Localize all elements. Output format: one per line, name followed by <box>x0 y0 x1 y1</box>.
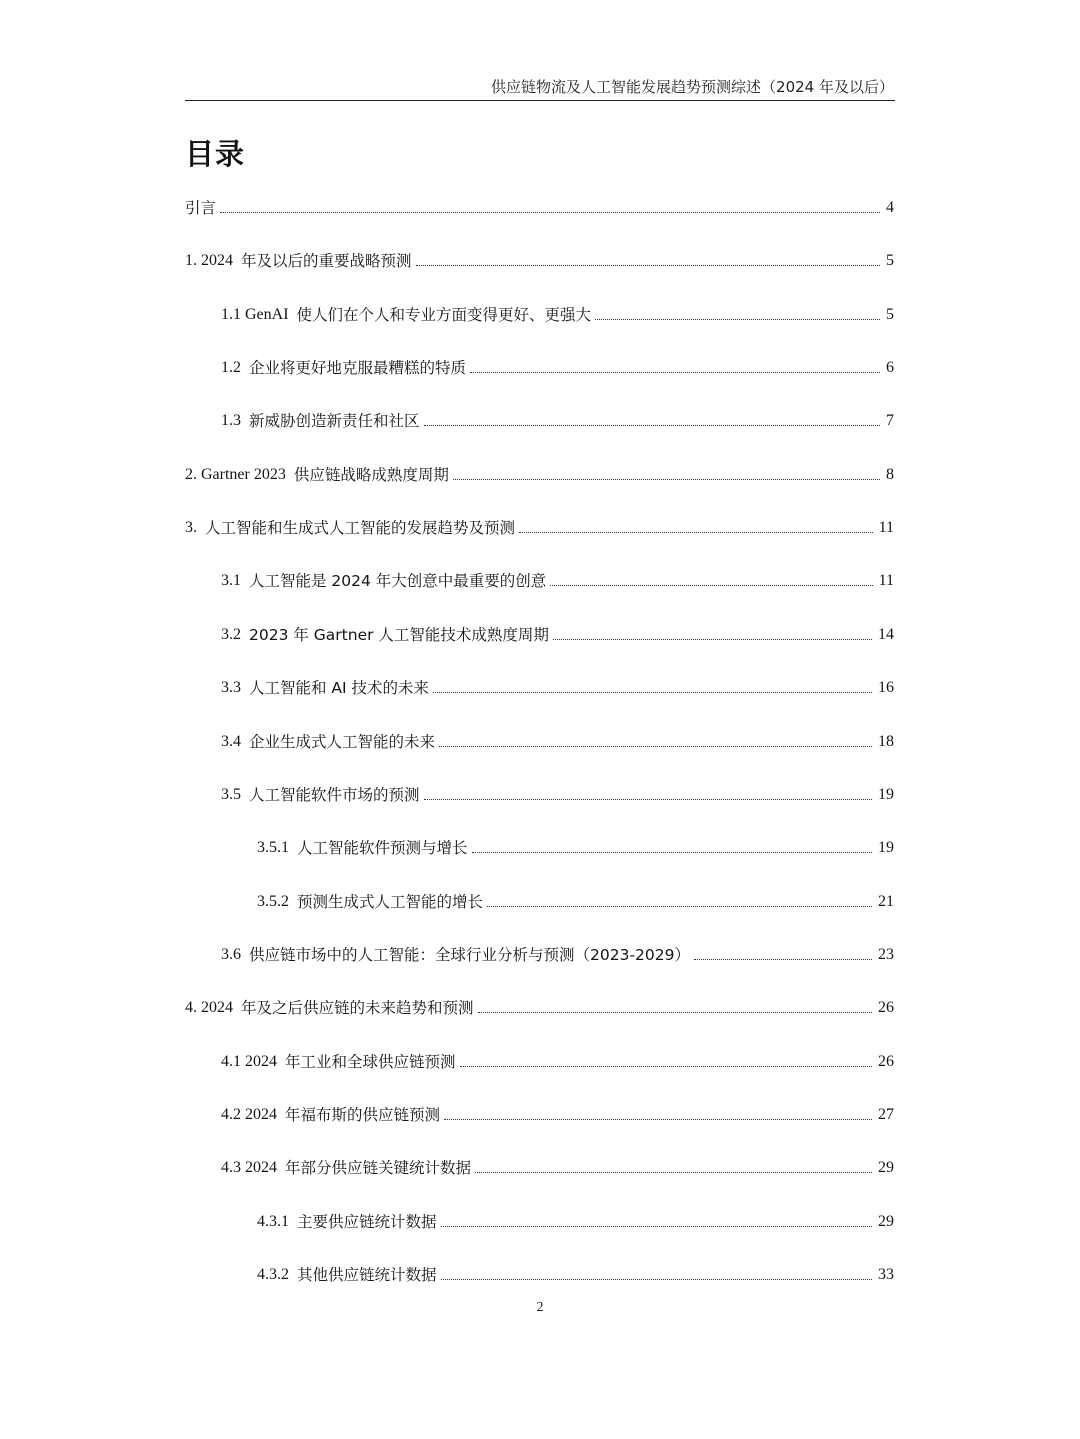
toc-entry[interactable] <box>221 1046 894 1072</box>
header-divider <box>185 100 895 101</box>
toc-dot-leader <box>433 692 872 693</box>
toc-dot-leader <box>441 1279 872 1280</box>
toc-entry-page: 8 <box>886 466 894 483</box>
toc-entry-title: 人工智能和生成式人工智能的发展趋势及预测 <box>205 519 516 537</box>
toc-entry-number: 4.2 2024 <box>221 1106 277 1123</box>
toc-entry-number: 3.5.1 <box>257 839 289 856</box>
toc-entry-number: 1.3 <box>221 412 241 429</box>
toc-entry[interactable] <box>185 512 894 538</box>
toc-entry-title: 主要供应链统计数据 <box>297 1213 437 1231</box>
toc-entry-page: 29 <box>878 1159 894 1176</box>
toc-entry-title: 年及之后供应链的未来趋势和预测 <box>241 999 474 1017</box>
toc-dot-leader <box>478 1012 872 1013</box>
toc-entry[interactable] <box>221 672 894 698</box>
toc-entry-title: 供应链市场中的人工智能：全球行业分析与预测（2023-2029） <box>249 946 690 964</box>
toc-dot-leader <box>424 425 880 426</box>
toc-entry-number: 3.4 <box>221 733 241 750</box>
toc-entry-page: 4 <box>886 199 894 216</box>
toc-dot-leader <box>472 852 872 853</box>
toc-entry[interactable] <box>221 565 894 591</box>
toc-entry[interactable] <box>185 192 894 218</box>
toc-dot-leader <box>416 265 880 266</box>
toc-entry-page: 11 <box>878 572 894 589</box>
toc-entry[interactable] <box>221 352 894 378</box>
page-number: 2 <box>536 1300 544 1315</box>
toc-dot-leader <box>441 1226 872 1227</box>
toc-dot-leader <box>453 479 880 480</box>
toc-entry-number: 3.2 <box>221 626 241 643</box>
toc-entry-number: 3.6 <box>221 946 241 963</box>
toc-entry-number: 3.3 <box>221 679 241 696</box>
toc-entry-title: 人工智能软件市场的预测 <box>249 786 420 804</box>
toc-entry-page: 33 <box>878 1266 894 1283</box>
toc-entry-title: 其他供应链统计数据 <box>297 1266 437 1284</box>
toc-entry[interactable] <box>221 779 894 805</box>
toc-entry[interactable] <box>257 832 894 858</box>
toc-entry-page: 27 <box>878 1106 894 1123</box>
toc-dot-leader <box>519 532 873 533</box>
toc-entry-title: 预测生成式人工智能的增长 <box>297 893 484 911</box>
toc-dot-leader <box>553 639 872 640</box>
toc-dot-leader <box>475 1172 872 1173</box>
toc-entry-title: 年部分供应链关键统计数据 <box>285 1159 472 1177</box>
toc-entry-page: 7 <box>886 412 894 429</box>
toc-entry-page: 16 <box>878 679 894 696</box>
toc-dot-leader <box>220 212 880 213</box>
toc-entry-title: 引言 <box>185 199 217 217</box>
toc-heading: 目录 <box>185 137 246 171</box>
toc-dot-leader <box>444 1119 872 1120</box>
toc-entry-title: 使人们在个人和专业方面变得更好、更强大 <box>296 306 592 324</box>
toc-entry-title: 人工智能软件预测与增长 <box>297 839 468 857</box>
toc-dot-leader <box>424 799 872 800</box>
toc-entry[interactable] <box>185 245 894 271</box>
toc-entry-title: 新威胁创造新责任和社区 <box>249 412 420 430</box>
toc-entry-number: 3.5 <box>221 786 241 803</box>
toc-entry-title: 2023 年 Gartner 人工智能技术成熟度周期 <box>249 626 549 644</box>
toc-entry-title: 年福布斯的供应链预测 <box>285 1106 441 1124</box>
toc-entry-page: 26 <box>878 999 894 1016</box>
toc-entry-number: 4.1 2024 <box>221 1053 277 1070</box>
toc-entry-page: 21 <box>878 893 894 910</box>
toc-entry-title: 人工智能是 2024 年大创意中最重要的创意 <box>249 572 547 590</box>
toc-entry[interactable] <box>185 992 894 1018</box>
toc-entry[interactable] <box>257 886 894 912</box>
toc-entry-title: 人工智能和 AI 技术的未来 <box>249 679 430 697</box>
toc-entry-number: 4.3.1 <box>257 1213 289 1230</box>
toc-entry[interactable] <box>185 459 894 485</box>
toc-entry[interactable] <box>221 299 894 325</box>
toc-entry-number: 1.2 <box>221 359 241 376</box>
toc-entry-title: 企业将更好地克服最糟糕的特质 <box>249 359 467 377</box>
toc-entry[interactable] <box>221 405 894 431</box>
toc-entry[interactable] <box>221 1152 894 1178</box>
toc-entry-number: 3.1 <box>221 572 241 589</box>
toc-entry-page: 19 <box>878 786 894 803</box>
toc-entry-number: 1.1 GenAI <box>221 306 289 323</box>
toc-dot-leader <box>460 1066 872 1067</box>
toc-entry[interactable] <box>257 1259 894 1285</box>
toc-entry-page: 29 <box>878 1213 894 1230</box>
toc-dot-leader <box>694 959 872 960</box>
toc-entry-title: 供应链战略成熟度周期 <box>293 466 449 484</box>
toc-entry-number: 4. 2024 <box>185 999 233 1016</box>
toc-dot-leader <box>439 746 872 747</box>
toc-entry-number: 4.3.2 <box>257 1266 289 1283</box>
toc-entry-page: 11 <box>878 519 894 536</box>
toc-entry-number: 4.3 2024 <box>221 1159 277 1176</box>
toc-entry-page: 23 <box>878 946 894 963</box>
toc-dot-leader <box>595 319 880 320</box>
toc-dot-leader <box>550 585 872 586</box>
toc-entry-page: 5 <box>886 306 894 323</box>
toc-entry[interactable] <box>221 1099 894 1125</box>
toc-entry-title: 企业生成式人工智能的未来 <box>249 733 436 751</box>
toc-entry[interactable] <box>221 619 894 645</box>
toc-dot-leader <box>470 372 880 373</box>
toc-entry[interactable] <box>257 1206 894 1232</box>
toc-entry-page: 18 <box>878 733 894 750</box>
running-header-title: 供应链物流及人工智能发展趋势预测综述（2024 年及以后） <box>491 78 894 96</box>
toc-entry-number: 3. <box>185 519 197 536</box>
toc-entry-title: 年及以后的重要战略预测 <box>241 252 412 270</box>
toc-entry-title: 年工业和全球供应链预测 <box>285 1053 456 1071</box>
toc-entry-number: 1. 2024 <box>185 252 233 269</box>
toc-dot-leader <box>487 906 872 907</box>
toc-entry-page: 26 <box>878 1053 894 1070</box>
toc-entry[interactable] <box>221 939 894 965</box>
toc-entry-page: 19 <box>878 839 894 856</box>
toc-entry-page: 14 <box>878 626 894 643</box>
toc-entry-number: 3.5.2 <box>257 893 289 910</box>
toc-entry-page: 5 <box>886 252 894 269</box>
toc-entry-page: 6 <box>886 359 894 376</box>
toc-entry[interactable] <box>221 726 894 752</box>
toc-entry-number: 2. Gartner 2023 <box>185 466 286 483</box>
